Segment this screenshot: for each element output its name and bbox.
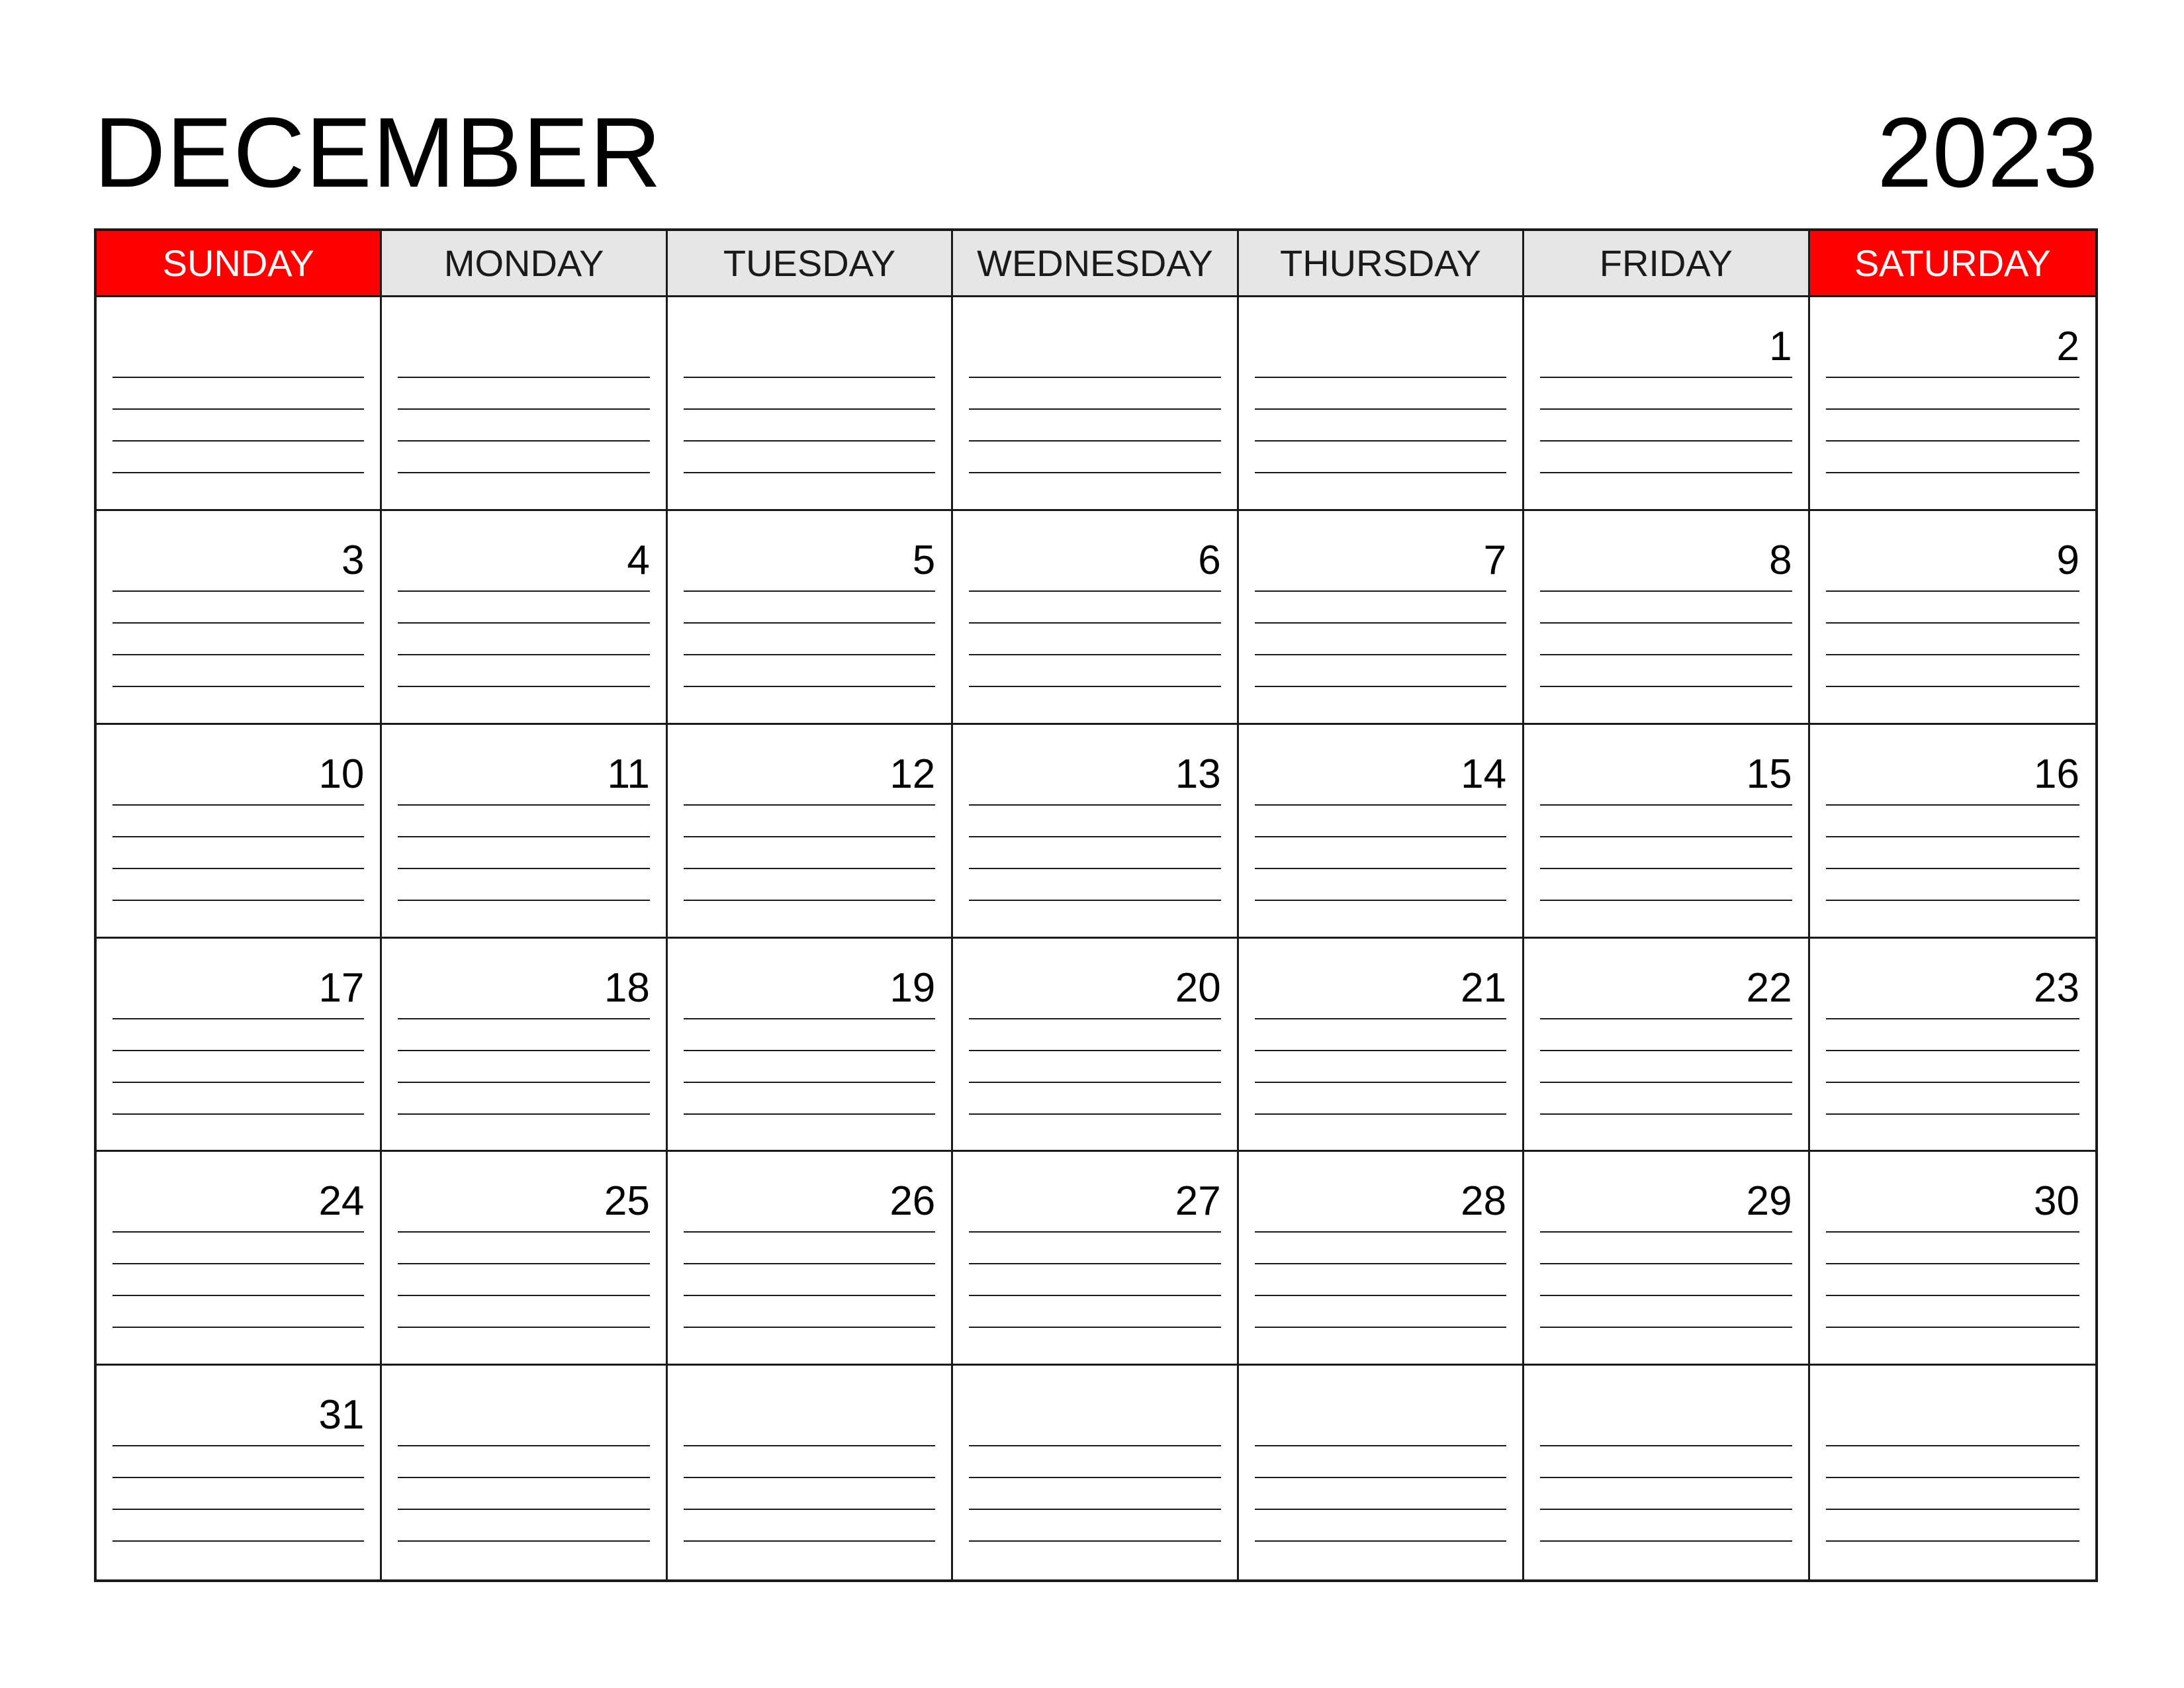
note-line (1540, 1018, 1792, 1019)
note-line (1826, 1082, 2079, 1083)
day-number: 2 (2056, 324, 2079, 369)
note-line (1540, 1113, 1792, 1115)
note-line (969, 1509, 1220, 1510)
note-line (1826, 590, 2079, 592)
note-line (969, 900, 1220, 901)
day-number: 10 (318, 751, 365, 797)
note-line (969, 686, 1220, 687)
day-number: 28 (1461, 1178, 1507, 1225)
note-line (1826, 1477, 2079, 1478)
day-cell[interactable] (1524, 511, 1809, 725)
note-line (1826, 1231, 2079, 1233)
note-line (969, 440, 1220, 442)
note-line (113, 1113, 364, 1115)
note-line (113, 1082, 364, 1083)
note-line (113, 472, 364, 473)
note-line (1540, 1540, 1792, 1542)
note-line (398, 472, 649, 473)
note-line (398, 440, 649, 442)
note-line (684, 1082, 935, 1083)
note-line (1255, 1113, 1506, 1115)
day-number: 14 (1461, 751, 1507, 797)
day-number: 4 (627, 537, 650, 583)
note-line (969, 1263, 1220, 1264)
note-line (1540, 868, 1792, 869)
day-cell[interactable] (1810, 1152, 2095, 1366)
weekday-header-friday: FRIDAY (1524, 231, 1809, 297)
day-number: 5 (912, 537, 936, 583)
note-line (398, 1540, 649, 1542)
note-line (684, 654, 935, 655)
note-line (1255, 1477, 1506, 1478)
day-cell[interactable] (668, 725, 953, 939)
note-line (1826, 900, 2079, 901)
note-line (1540, 686, 1792, 687)
day-cell[interactable] (1524, 297, 1809, 511)
note-line (1255, 408, 1506, 410)
day-cell[interactable] (1239, 1152, 1524, 1366)
day-number: 8 (1769, 537, 1792, 583)
note-line (113, 1295, 364, 1296)
day-number: 11 (607, 751, 650, 797)
note-line (113, 868, 364, 869)
note-line (398, 590, 649, 592)
note-line (684, 868, 935, 869)
note-line (1540, 900, 1792, 901)
day-cell[interactable] (668, 939, 953, 1152)
note-line (969, 1018, 1220, 1019)
note-line (684, 440, 935, 442)
weekday-header-saturday: SATURDAY (1810, 231, 2095, 297)
note-line (684, 1295, 935, 1296)
weekday-header-wednesday: WEDNESDAY (953, 231, 1238, 297)
day-cell[interactable] (382, 1152, 667, 1366)
day-number: 6 (1198, 537, 1221, 583)
note-line (1540, 1445, 1792, 1446)
day-cell[interactable] (668, 1152, 953, 1366)
note-line (398, 408, 649, 410)
note-line (1255, 1327, 1506, 1328)
day-number: 17 (318, 964, 365, 1011)
note-line (969, 654, 1220, 655)
note-line (113, 1509, 364, 1510)
day-cell[interactable] (668, 511, 953, 725)
note-line (684, 1509, 935, 1510)
note-line (684, 804, 935, 806)
note-line (684, 1113, 935, 1115)
note-line (969, 377, 1220, 378)
note-line (398, 868, 649, 869)
note-line (969, 1082, 1220, 1083)
note-line (398, 1050, 649, 1051)
note-line (1540, 1477, 1792, 1478)
note-line (969, 804, 1220, 806)
note-line (113, 590, 364, 592)
day-number: 29 (1746, 1178, 1792, 1225)
note-line (1826, 804, 2079, 806)
note-line (113, 686, 364, 687)
note-line (969, 1327, 1220, 1328)
day-cell[interactable] (1239, 939, 1524, 1152)
note-line (969, 590, 1220, 592)
day-cell[interactable] (97, 939, 382, 1152)
note-line (1826, 836, 2079, 837)
note-line (398, 836, 649, 837)
note-line (1826, 440, 2079, 442)
note-line (969, 1295, 1220, 1296)
note-line (684, 472, 935, 473)
day-number: 22 (1746, 964, 1792, 1011)
note-line (969, 1445, 1220, 1446)
note-line (1826, 686, 2079, 687)
day-cell[interactable] (382, 297, 667, 511)
day-number: 12 (889, 751, 936, 797)
day-number: 20 (1175, 964, 1221, 1011)
note-line (113, 1445, 364, 1446)
note-line (684, 1231, 935, 1233)
note-line (1255, 804, 1506, 806)
calendar-grid (94, 228, 2098, 1582)
day-number: 7 (1483, 537, 1507, 583)
note-line (684, 377, 935, 378)
note-line (1255, 590, 1506, 592)
note-line (398, 654, 649, 655)
note-line (398, 622, 649, 624)
note-line (684, 1050, 935, 1051)
day-cell[interactable] (97, 297, 382, 511)
note-line (398, 377, 649, 378)
day-cell[interactable] (953, 297, 1238, 511)
note-line (969, 1540, 1220, 1542)
day-cell[interactable] (1810, 511, 2095, 725)
note-line (684, 1540, 935, 1542)
note-line (1826, 1050, 2079, 1051)
day-cell[interactable] (953, 939, 1238, 1152)
note-line (1255, 836, 1506, 837)
note-line (398, 1082, 649, 1083)
note-line (1255, 1295, 1506, 1296)
note-line (113, 622, 364, 624)
note-line (398, 1231, 649, 1233)
note-line (1826, 622, 2079, 624)
day-cell[interactable] (382, 939, 667, 1152)
note-line (398, 900, 649, 901)
note-line (113, 1050, 364, 1051)
note-line (113, 804, 364, 806)
day-number: 30 (2034, 1178, 2079, 1225)
note-line (684, 1018, 935, 1019)
note-line (684, 408, 935, 410)
note-line (1540, 654, 1792, 655)
note-line (398, 1018, 649, 1019)
note-line (1826, 1113, 2079, 1115)
note-line (113, 654, 364, 655)
note-line (1255, 440, 1506, 442)
day-cell[interactable] (1810, 1366, 2095, 1579)
day-cell[interactable] (1524, 1152, 1809, 1366)
day-cell[interactable] (953, 511, 1238, 725)
day-cell[interactable] (382, 725, 667, 939)
day-number: 18 (604, 964, 650, 1011)
note-line (398, 1263, 649, 1264)
note-line (969, 1113, 1220, 1115)
note-line (113, 1540, 364, 1542)
weekday-header-thursday: THURSDAY (1239, 231, 1524, 297)
note-line (1540, 408, 1792, 410)
note-line (113, 1231, 364, 1233)
note-line (113, 1477, 364, 1478)
day-number: 23 (2034, 964, 2079, 1011)
note-line (1255, 1082, 1506, 1083)
note-line (113, 1327, 364, 1328)
note-line (398, 1113, 649, 1115)
note-line (684, 1445, 935, 1446)
note-line (1255, 686, 1506, 687)
note-line (1255, 1231, 1506, 1233)
note-line (1255, 622, 1506, 624)
note-line (1540, 1263, 1792, 1264)
note-line (1255, 654, 1506, 655)
note-line (684, 1327, 935, 1328)
day-number: 1 (1769, 324, 1792, 369)
note-line (398, 1295, 649, 1296)
note-line (1255, 900, 1506, 901)
day-cell[interactable] (953, 1366, 1238, 1579)
note-line (113, 1018, 364, 1019)
note-line (969, 408, 1220, 410)
day-cell[interactable] (1810, 297, 2095, 511)
day-number: 31 (318, 1392, 365, 1438)
day-cell[interactable] (1524, 725, 1809, 939)
note-line (684, 836, 935, 837)
day-cell[interactable] (1524, 1366, 1809, 1579)
note-line (1540, 1050, 1792, 1051)
day-number: 27 (1175, 1178, 1221, 1225)
note-line (1826, 1263, 2079, 1264)
note-line (113, 1263, 364, 1264)
note-line (969, 836, 1220, 837)
year-title: 2023 (1877, 97, 2098, 208)
note-line (969, 868, 1220, 869)
note-line (1826, 408, 2079, 410)
note-line (398, 1477, 649, 1478)
day-cell[interactable] (1810, 725, 2095, 939)
note-line (1255, 868, 1506, 869)
note-line (398, 1445, 649, 1446)
note-line (1540, 1082, 1792, 1083)
note-line (1255, 377, 1506, 378)
day-cell[interactable] (953, 725, 1238, 939)
day-number: 19 (889, 964, 936, 1011)
day-number: 21 (1461, 964, 1507, 1011)
note-line (1540, 1509, 1792, 1510)
note-line (1540, 836, 1792, 837)
note-line (1255, 1445, 1506, 1446)
note-line (1826, 472, 2079, 473)
note-line (1826, 1327, 2079, 1328)
note-line (1540, 377, 1792, 378)
note-line (684, 622, 935, 624)
note-line (684, 590, 935, 592)
note-line (113, 408, 364, 410)
note-line (398, 804, 649, 806)
note-line (684, 900, 935, 901)
note-line (113, 377, 364, 378)
note-line (1540, 1231, 1792, 1233)
note-line (969, 1477, 1220, 1478)
note-line (398, 686, 649, 687)
note-line (1826, 1540, 2079, 1542)
note-line (113, 836, 364, 837)
note-line (398, 1509, 649, 1510)
day-cell[interactable] (1810, 939, 2095, 1152)
note-line (969, 1231, 1220, 1233)
note-line (1826, 1295, 2079, 1296)
note-line (1540, 440, 1792, 442)
note-line (1255, 1050, 1506, 1051)
note-line (969, 472, 1220, 473)
day-cell[interactable] (97, 725, 382, 939)
day-cell[interactable] (382, 1366, 667, 1579)
weekday-header-tuesday: TUESDAY (668, 231, 953, 297)
day-cell[interactable] (97, 511, 382, 725)
day-cell[interactable] (97, 1366, 382, 1579)
note-line (1826, 1018, 2079, 1019)
note-line (113, 440, 364, 442)
note-line (398, 1327, 649, 1328)
day-cell[interactable] (1524, 939, 1809, 1152)
note-line (1255, 1540, 1506, 1542)
day-number: 24 (318, 1178, 365, 1225)
note-line (1826, 868, 2079, 869)
weekday-header-monday: MONDAY (382, 231, 667, 297)
note-line (1540, 804, 1792, 806)
weekday-header-sunday: SUNDAY (97, 231, 382, 297)
day-cell[interactable] (1239, 297, 1524, 511)
day-cell[interactable] (1239, 1366, 1524, 1579)
note-line (969, 622, 1220, 624)
day-cell[interactable] (953, 1152, 1238, 1366)
day-number: 26 (889, 1178, 936, 1225)
day-cell[interactable] (382, 511, 667, 725)
note-line (1826, 377, 2079, 378)
note-line (1826, 1445, 2079, 1446)
note-line (1255, 1509, 1506, 1510)
note-line (684, 686, 935, 687)
day-number: 16 (2034, 751, 2079, 797)
note-line (1255, 1018, 1506, 1019)
note-line (113, 900, 364, 901)
note-line (1540, 590, 1792, 592)
note-line (1540, 472, 1792, 473)
day-cell[interactable] (668, 1366, 953, 1579)
day-cell[interactable] (1239, 725, 1524, 939)
note-line (1540, 1295, 1792, 1296)
day-cell[interactable] (1239, 511, 1524, 725)
day-number: 9 (2056, 537, 2079, 583)
day-cell[interactable] (97, 1152, 382, 1366)
note-line (1540, 622, 1792, 624)
day-cell[interactable] (668, 297, 953, 511)
note-line (1255, 1263, 1506, 1264)
day-number: 15 (1746, 751, 1792, 797)
day-number: 25 (604, 1178, 650, 1225)
note-line (684, 1263, 935, 1264)
note-line (684, 1477, 935, 1478)
note-line (969, 1050, 1220, 1051)
day-number: 13 (1175, 751, 1221, 797)
month-title: DECEMBER (94, 97, 662, 208)
note-line (1826, 654, 2079, 655)
note-line (1540, 1327, 1792, 1328)
note-line (1255, 472, 1506, 473)
note-line (1826, 1509, 2079, 1510)
day-number: 3 (341, 537, 365, 583)
